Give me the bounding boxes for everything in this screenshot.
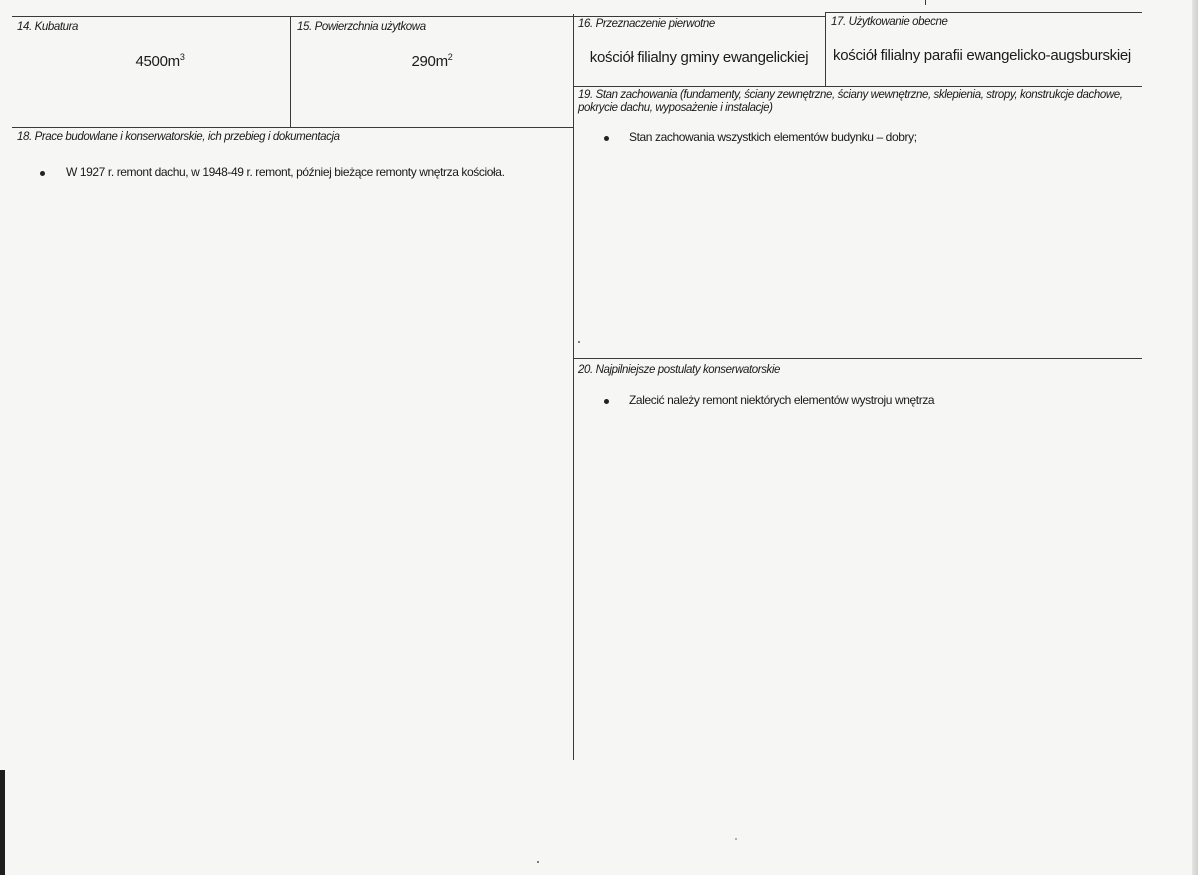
field-18-label: 18. Prace budowlane i konserwatorskie, ich przebieg i dokumentacja <box>17 131 340 143</box>
scan-speck <box>578 341 580 343</box>
bullet-icon <box>604 399 609 404</box>
field-15-value: $290m^2$ <box>411 52 453 70</box>
field-14-value: $4500m^3$ <box>135 52 185 70</box>
scan-edge-shadow <box>0 770 5 875</box>
scan-speck <box>537 861 539 863</box>
list-item: Stan zachowania wszystkich elementów budynku – dobry; <box>629 130 917 144</box>
bullet-icon <box>604 136 609 141</box>
list-item: Zalecić należy remont niektórych elementów wystroju wnętrza <box>629 393 935 407</box>
scan-edge-margin <box>1192 0 1198 875</box>
field-16-value: kościół filialny gminy ewangelickiej <box>589 49 809 66</box>
field-20-label: 20. Najpilniejsze postulaty konserwatorskie <box>578 364 781 376</box>
field-14-label: 14. Kubatura <box>17 21 79 33</box>
field-17-label: 17. Użytkowanie obecne <box>831 16 948 28</box>
scan-speck <box>735 838 737 840</box>
field-17-value: kościół filialny parafii ewangelicko-augsburskiej <box>833 47 1131 64</box>
field-16-label: 16. Przeznaczenie pierwotne <box>578 18 715 30</box>
list-item: W 1927 r. remont dachu, w 1948-49 r. remont, później bieżące remonty wnętrza kościoła. <box>66 165 505 179</box>
field-19-label: 19. Stan zachowania (fundamenty, ściany zewnętrzne, ściany wewnętrzne, sklepienia, stropy, konstrukcje dachowe, pokrycie dachu, wyposażenie i instalacje) <box>578 89 1123 114</box>
field-15-label: 15. Powierzchnia użytkowa <box>297 21 426 33</box>
bullet-icon <box>40 171 45 176</box>
